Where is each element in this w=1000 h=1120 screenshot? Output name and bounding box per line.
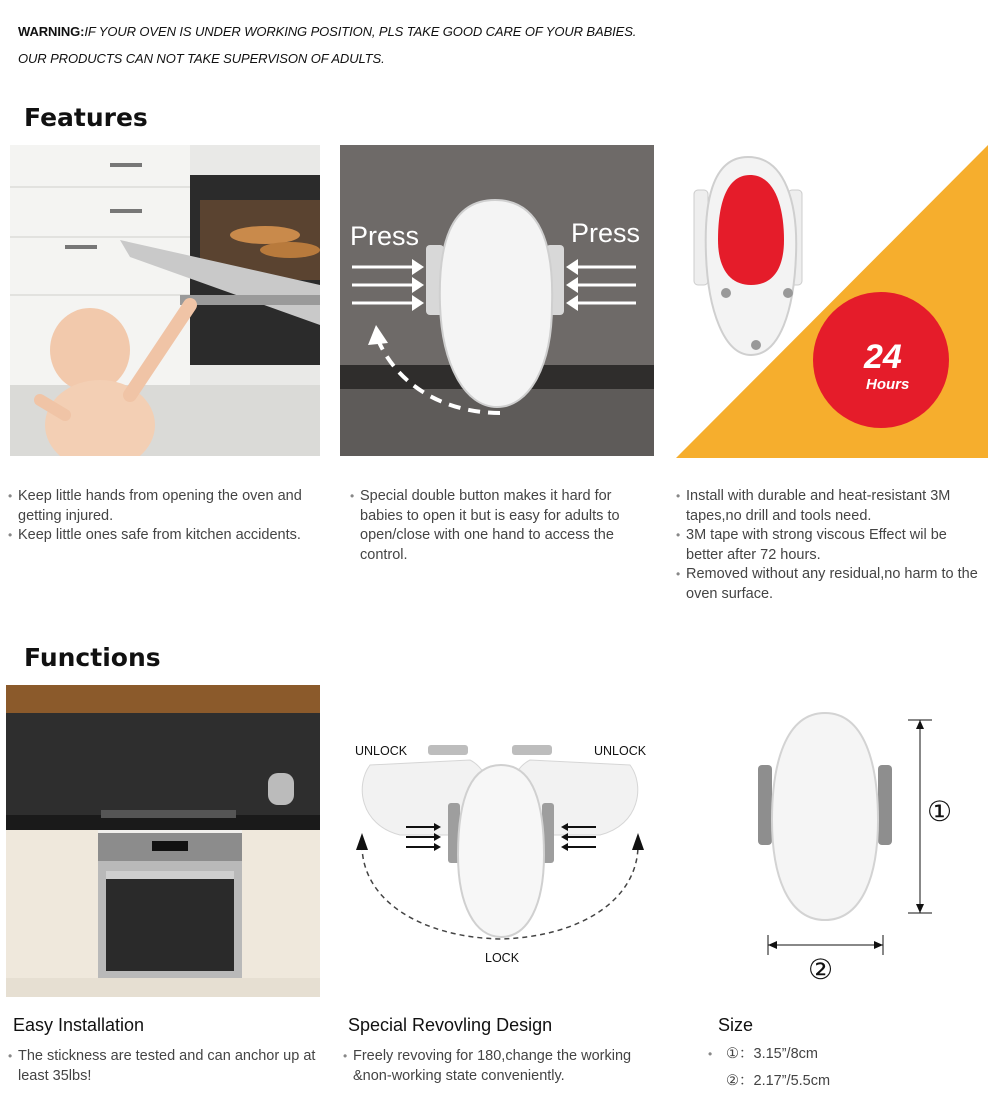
features-heading: Features bbox=[24, 103, 148, 132]
kitchen-photo bbox=[6, 685, 320, 997]
size-item-height bbox=[708, 1041, 978, 1068]
list-item: • The stickness are tested and can anchor up at least 35lbs! bbox=[8, 1047, 323, 1086]
list-item: • Freely revoving for 180,change the working &non-working state conveniently. bbox=[343, 1047, 661, 1086]
press-left-label: Press bbox=[350, 221, 420, 251]
easy-installation-title: Easy Installation bbox=[13, 1015, 145, 1035]
hours-badge-unit: Hours bbox=[866, 376, 910, 393]
double-press-photo bbox=[340, 145, 654, 456]
press-right-label: Press bbox=[571, 218, 641, 248]
width-marker: ② bbox=[808, 954, 834, 985]
functions-heading: Functions bbox=[24, 643, 161, 672]
kitchen-illustration bbox=[6, 685, 320, 997]
hours-badge-number: 24 bbox=[864, 338, 902, 376]
list-item: • Keep little hands from opening the oven and getting injured. bbox=[8, 487, 330, 526]
revolving-design-title: Special Revovling Design bbox=[348, 1015, 553, 1035]
baby-oven-photo bbox=[10, 145, 320, 456]
size-title: Size bbox=[718, 1015, 754, 1035]
tape-illustration bbox=[676, 145, 988, 458]
unlock-right-label: UNLOCK bbox=[594, 744, 647, 758]
list-item: • Removed without any residual,no harm to the oven surface. bbox=[676, 565, 986, 604]
height-marker: ① bbox=[927, 796, 953, 827]
lock-label: LOCK bbox=[485, 951, 520, 965]
revolving-design-diagram bbox=[340, 685, 660, 997]
list-item: • Keep little ones safe from kitchen accidents. bbox=[8, 526, 330, 546]
double-press-illustration bbox=[340, 145, 654, 456]
list-item: • Special double button makes it hard for babies to open it but is easy for adults to open/close with one hand to access the control. bbox=[350, 487, 650, 565]
unlock-left-label: UNLOCK bbox=[355, 744, 408, 758]
functions-col2-list bbox=[343, 1047, 661, 1086]
size-diagram bbox=[680, 685, 988, 997]
size-list bbox=[708, 1041, 978, 1095]
list-item: • Install with durable and heat-resistant 3M tapes,no drill and tools need. bbox=[676, 487, 986, 526]
features-col1-list bbox=[8, 487, 330, 546]
features-col2-list bbox=[350, 487, 650, 565]
bullet-dot: • bbox=[708, 1047, 713, 1061]
features-col3-list bbox=[676, 487, 986, 604]
warning-text: IF YOUR OVEN IS UNDER WORKING POSITION, PLS TAKE GOOD CARE OF YOUR BABIES. bbox=[84, 24, 637, 39]
functions-col1-list bbox=[8, 1047, 323, 1086]
tape-product-photo bbox=[676, 145, 988, 458]
size-height-text: ①：3.15”/8cm bbox=[726, 1046, 818, 1062]
size-item-width: ②：2.17”/5.5cm bbox=[726, 1073, 831, 1089]
warning-line-1 bbox=[18, 24, 636, 39]
baby-oven-illustration bbox=[10, 145, 320, 456]
size-illustration bbox=[680, 685, 988, 997]
warning-label: WARNING: bbox=[18, 24, 85, 39]
list-item: • 3M tape with strong viscous Effect wil be better after 72 hours. bbox=[676, 526, 986, 565]
warning-line-2: OUR PRODUCTS CAN NOT TAKE SUPERVISON OF ADULTS. bbox=[18, 51, 385, 66]
